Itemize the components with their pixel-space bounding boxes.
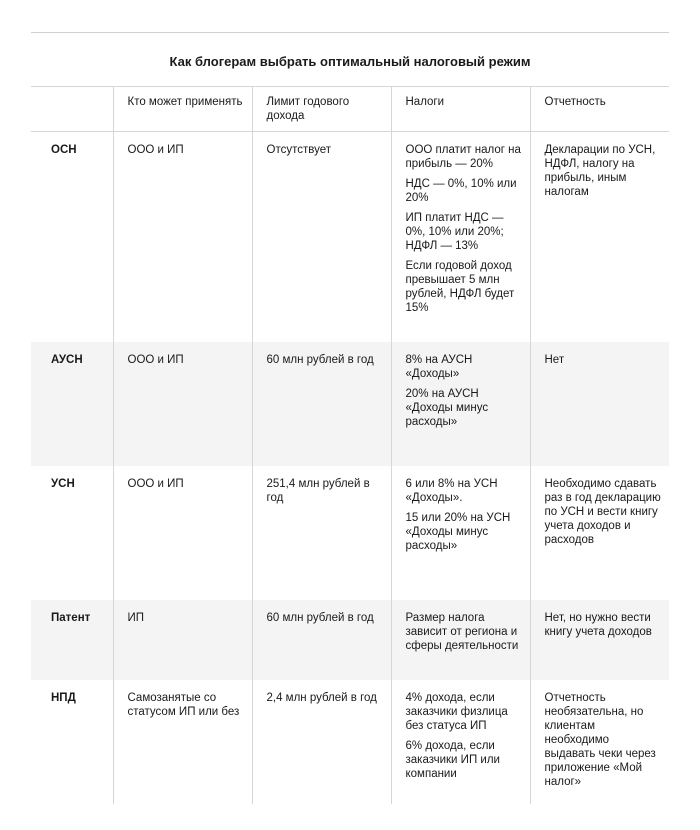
- header-limit: Лимит годового дохода: [252, 87, 391, 132]
- tax-line: 6 или 8% на УСН «Доходы».: [405, 477, 498, 504]
- page-title: Как блогерам выбрать оптимальный налоговый режим: [169, 54, 531, 69]
- taxes-cell: [391, 342, 530, 466]
- regime-name: НПД: [51, 691, 76, 704]
- who-cell: ИП: [113, 600, 252, 680]
- table-header-row: [31, 87, 669, 132]
- tax-regimes-table: [31, 86, 669, 804]
- tax-line: НДС — 0%, 10% или 20%: [405, 178, 517, 204]
- reporting-cell: Необходимо сдавать раз в год декларацию по УСН и вести книгу учета доходов и расходов: [530, 466, 669, 600]
- limit-cell: Отсутствует: [252, 132, 391, 342]
- tax-line: 15 или 20% на УСН «Доходы минус расходы»: [405, 511, 511, 552]
- who-cell: ООО и ИП: [113, 132, 252, 342]
- table-row: [31, 132, 669, 342]
- table-row: [31, 600, 669, 680]
- reporting-cell: Декларации по УСН, НДФЛ, налогу на прибыль, иным налогам: [530, 132, 669, 342]
- reporting-cell: Нет: [530, 342, 669, 466]
- header-reporting: Отчетность: [530, 87, 669, 132]
- header-cell-empty: [31, 87, 113, 132]
- table-row: [31, 466, 669, 600]
- who-cell: ООО и ИП: [113, 466, 252, 600]
- taxes-cell: [391, 132, 530, 342]
- article-table-figure: [31, 32, 669, 804]
- reporting-cell: Отчетность необязательна, но клиентам необходимо выдавать чеки через приложение «Мой налог»: [530, 680, 669, 804]
- regime-name: УСН: [51, 477, 75, 490]
- tax-line: 20% на АУСН «Доходы минус расходы»: [405, 387, 489, 428]
- who-cell: ООО и ИП: [113, 342, 252, 466]
- taxes-cell: [391, 600, 530, 680]
- reporting-cell: Нет, но нужно вести книгу учета доходов: [530, 600, 669, 680]
- limit-cell: 251,4 млн рублей в год: [252, 466, 391, 600]
- limit-cell: 2,4 млн рублей в год: [252, 680, 391, 804]
- regime-name: Патент: [31, 600, 113, 680]
- taxes-cell: [391, 466, 530, 600]
- tax-line: Если годовой доход превышает 5 млн рублей, НДФЛ будет 15%: [405, 260, 515, 314]
- regime-name: АУСН: [31, 342, 113, 466]
- table-row: [31, 680, 669, 804]
- tax-line: 8% на АУСН «Доходы»: [405, 353, 473, 380]
- tax-line: Размер налога зависит от региона и сферы деятельности: [405, 611, 519, 652]
- taxes-cell: [391, 680, 530, 804]
- header-who: Кто может применять: [113, 87, 252, 132]
- tax-line: ИП платит НДС — 0%, 10% или 20%; НДФЛ — 13%: [405, 212, 504, 252]
- who-cell: Самозанятые со статусом ИП или без: [113, 680, 252, 804]
- tax-line: 6% дохода, если заказчики ИП или компании: [405, 739, 500, 780]
- limit-cell: 60 млн рублей в год: [252, 342, 391, 466]
- limit-cell: 60 млн рублей в год: [252, 600, 391, 680]
- regime-name: ОСН: [51, 144, 77, 156]
- tax-line: 4% дохода, если заказчики физлица без статуса ИП: [405, 691, 508, 732]
- header-taxes: Налоги: [391, 87, 530, 132]
- table-row: [31, 342, 669, 466]
- tax-line: ООО платит налог на прибыль — 20%: [405, 144, 521, 170]
